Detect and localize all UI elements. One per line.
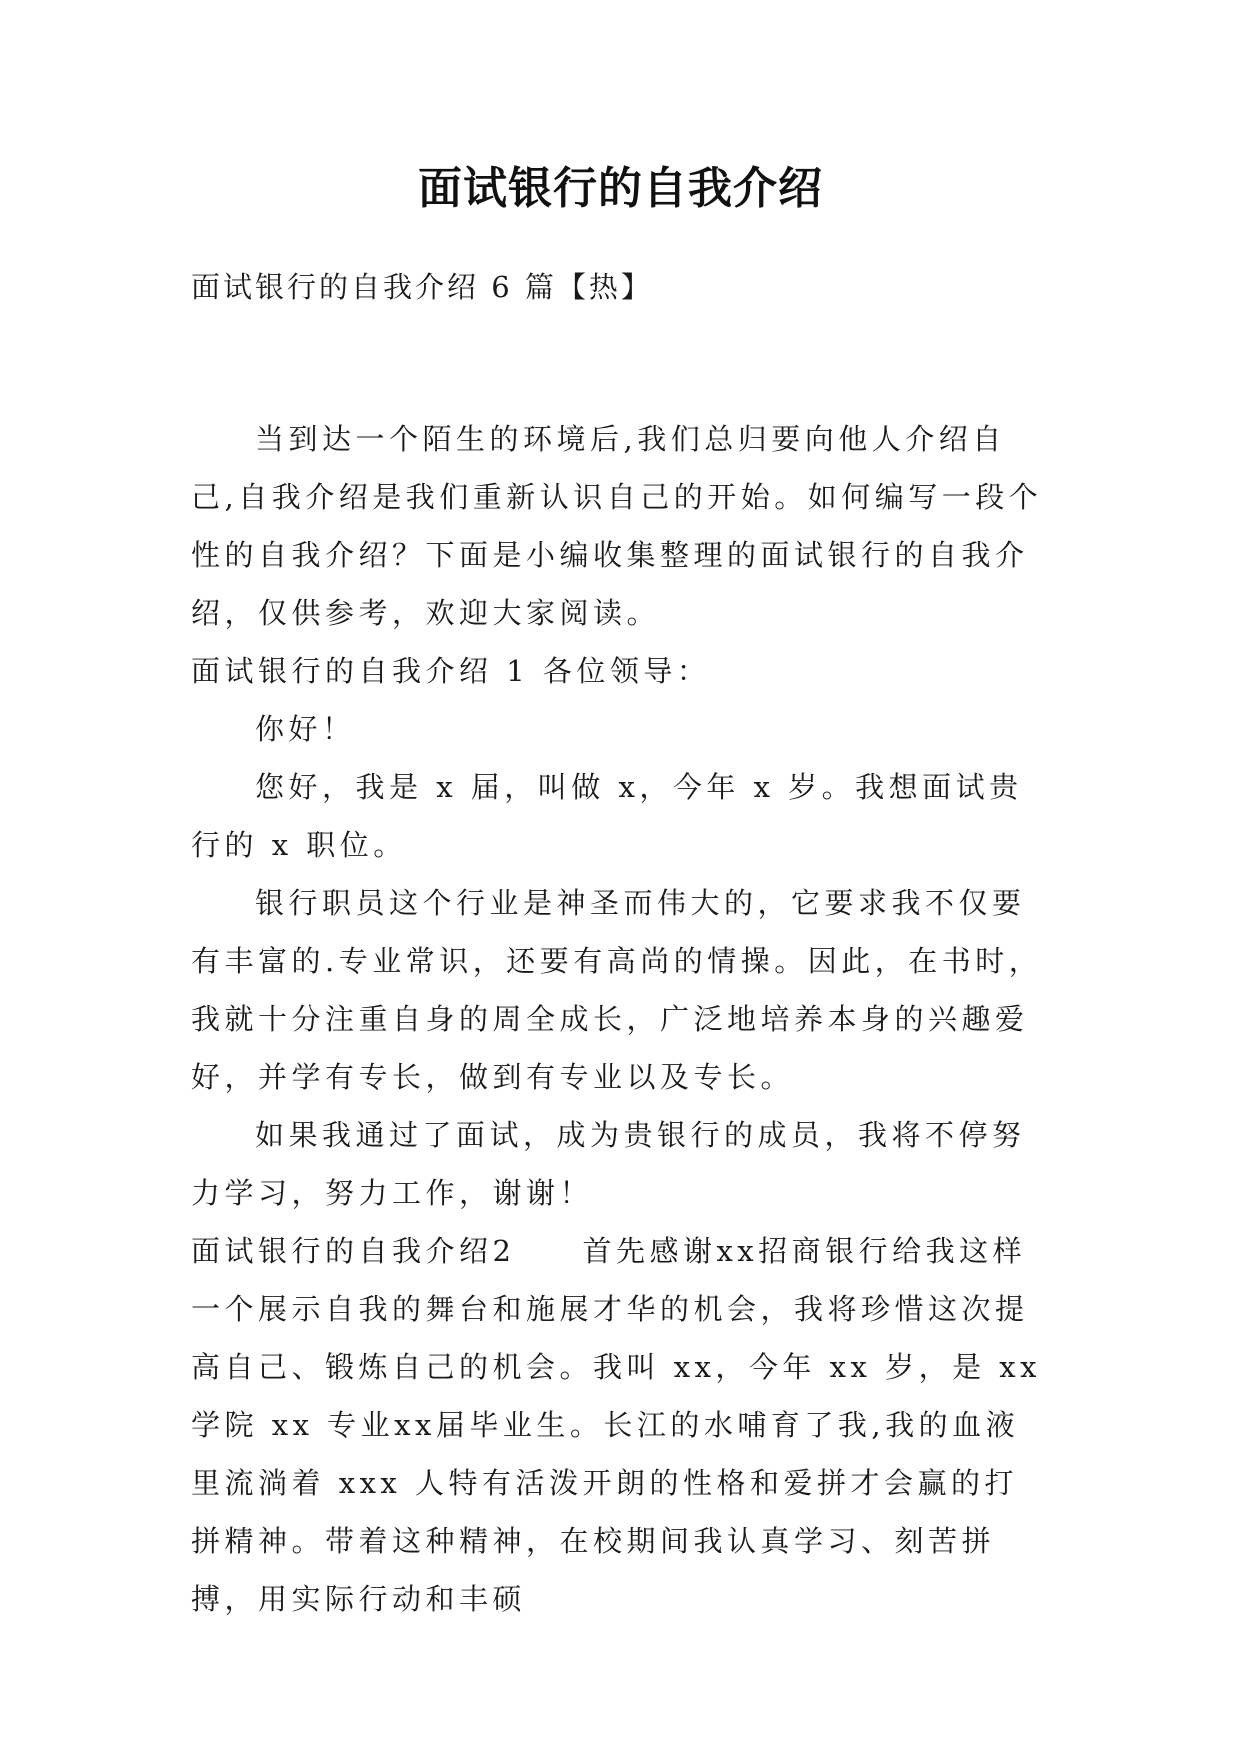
- paragraph-profession: 银行职员这个行业是神圣而伟大的，它要求我不仅要有丰富的.专业常识，还要有高尚的情操。因此，在书时，我就十分注重自身的周全成长，广泛地培养本身的兴趣爱好，并学有专长，做到有专业以及专长。: [191, 886, 1043, 1094]
- paragraph-section-2: 面试银行的自我介绍2 首先感谢xx招商银行给我这样一个展示自我的舞台和施展才华的机会，我将珍惜这次提高自己、锻炼自己的机会。我叫 xx，今年 xx 岁，是 xx 学院 xx 专业xx届毕业生。长江的水哺育了我,我的血液里流淌着 xxx 人特有活泼开朗的性格和爱拼才会赢的打拼精神。带着这种精神，在校期间我认真学习、刻苦拼搏，用实际行动和丰硕: [191, 1234, 1042, 1616]
- paragraph-self-intro: 您好，我是 x 届，叫做 x，今年 x 岁。我想面试贵行的 x 职位。: [191, 770, 1023, 862]
- paragraph-greeting: 你好！: [255, 712, 356, 746]
- document-subtitle: 面试银行的自我介绍 6 篇【热】: [191, 270, 653, 304]
- paragraph-intro: 当到达一个陌生的环境后,我们总归要向他人介绍自己,自我介绍是我们重新认识自己的开始。如何编写一段个性的自我介绍？下面是小编收集整理的面试银行的自我介绍，仅供参考，欢迎大家阅读。: [191, 422, 1043, 630]
- document-body: [191, 410, 1051, 1628]
- paragraph-section-1-heading: 面试银行的自我介绍 1 各位领导：: [191, 654, 711, 688]
- page-title: 面试银行的自我介绍: [418, 163, 823, 214]
- paragraph-closing: 如果我通过了面试，成为贵银行的成员，我将不停努力学习，努力工作，谢谢！: [191, 1118, 1026, 1210]
